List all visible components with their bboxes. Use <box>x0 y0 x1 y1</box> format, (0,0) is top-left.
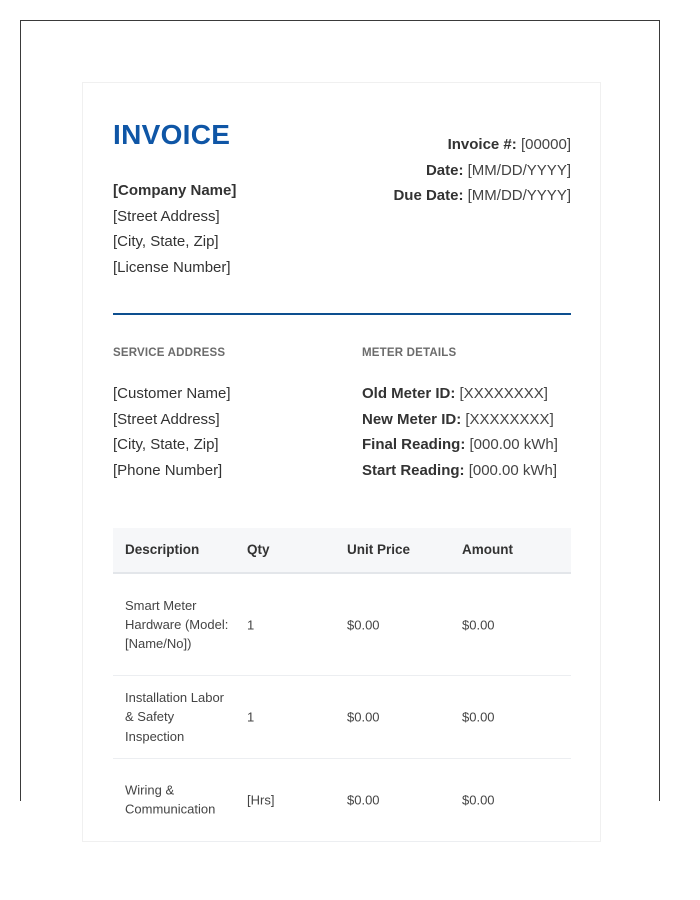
item-amount: $0.00 <box>462 617 495 632</box>
item-description: Wiring & Communication <box>125 782 216 817</box>
meter-details <box>362 381 558 484</box>
line-items-table <box>113 528 571 842</box>
item-qty: 1 <box>247 617 255 632</box>
due-date-label: Due Date: <box>393 187 464 204</box>
new-meter-label: New Meter ID: <box>362 410 462 428</box>
invoice-meta <box>393 132 571 209</box>
table-header <box>113 528 571 574</box>
invoice-date-line <box>393 158 571 184</box>
item-qty: [Hrs] <box>247 792 275 808</box>
new-meter-value: [XXXXXXXX] <box>465 410 554 428</box>
table-row <box>113 574 571 676</box>
start-reading-line <box>362 458 558 484</box>
company-info <box>113 178 236 281</box>
item-unit-price: $0.00 <box>347 617 380 632</box>
header-divider <box>113 313 571 315</box>
due-date-value: [MM/DD/YYYY] <box>467 187 571 204</box>
item-amount: $0.00 <box>462 792 495 808</box>
new-meter-line <box>362 407 558 433</box>
item-qty: 1 <box>247 709 255 725</box>
invoice-document <box>82 82 601 842</box>
due-date-line <box>393 183 571 209</box>
invoice-number-label: Invoice #: <box>447 136 517 153</box>
company-name: [Company Name] <box>113 182 237 199</box>
start-reading-label: Start Reading: <box>362 462 465 480</box>
customer-name: [Customer Name] <box>113 385 231 402</box>
column-header-qty: Qty <box>247 542 270 557</box>
final-reading-label: Final Reading: <box>362 436 466 454</box>
old-meter-value: [XXXXXXXX] <box>459 385 548 402</box>
service-city: [City, State, Zip] <box>113 436 219 454</box>
company-street: [Street Address] <box>113 207 220 225</box>
company-city: [City, State, Zip] <box>113 233 219 251</box>
item-unit-price: $0.00 <box>347 792 380 808</box>
invoice-number-value: [00000] <box>520 136 571 153</box>
page-frame <box>20 20 660 817</box>
item-amount: $0.00 <box>462 709 495 725</box>
item-description: Smart Meter Hardware (Model: [Name/No]) <box>125 597 229 652</box>
old-meter-label: Old Meter ID: <box>362 385 456 402</box>
start-reading-value: [000.00 kWh] <box>468 462 558 480</box>
table-row <box>113 676 571 759</box>
company-license: [License Number] <box>113 259 231 277</box>
column-header-amount: Amount <box>462 542 513 557</box>
service-address-heading: SERVICE ADDRESS <box>113 347 226 359</box>
final-reading-line <box>362 432 558 458</box>
table-row <box>113 759 571 842</box>
meter-details-heading: METER DETAILS <box>362 347 457 359</box>
final-reading-value: [000.00 kWh] <box>469 436 558 454</box>
item-unit-price: $0.00 <box>347 709 380 725</box>
service-address <box>113 381 231 484</box>
invoice-title: INVOICE <box>113 119 231 150</box>
item-description: Installation Labor & Safety Inspection <box>125 690 225 744</box>
invoice-date-label: Date: <box>425 161 464 179</box>
service-phone: [Phone Number] <box>113 462 223 480</box>
old-meter-line <box>362 381 558 407</box>
invoice-date-value: [MM/DD/YYYY] <box>467 161 571 179</box>
service-street: [Street Address] <box>113 410 220 428</box>
column-header-description: Description <box>125 542 200 557</box>
column-header-unit-price: Unit Price <box>347 542 411 557</box>
invoice-number-line <box>393 132 571 158</box>
